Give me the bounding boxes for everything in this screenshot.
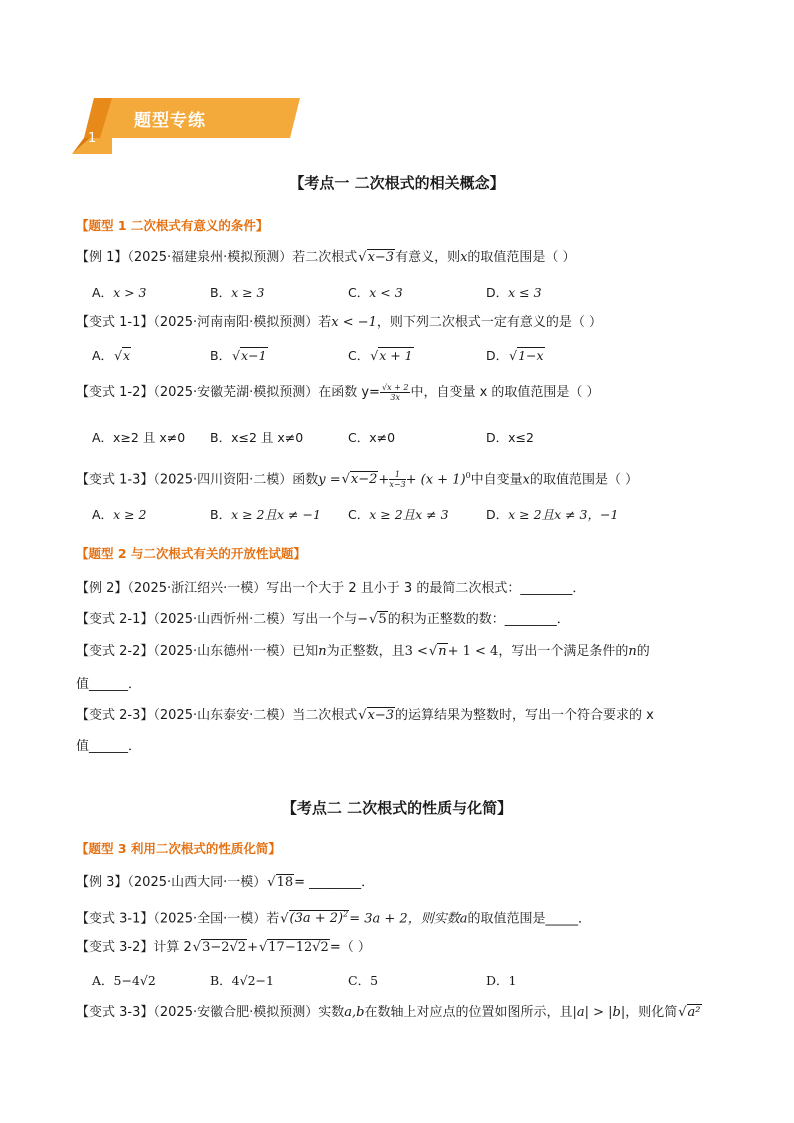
- question-v12: 【变式 1-2】（2025·安徽芜湖·模拟预测）在函数 y= $\frac{√x + 2}{3x}$ 中，自变量 x 的取值范围是（ ）: [76, 383, 600, 402]
- option-a[interactable]: A．x≥2 且 x≠0: [92, 430, 186, 445]
- option-c[interactable]: C．5: [348, 973, 379, 988]
- option-c[interactable]: C．√x + 1: [348, 348, 413, 363]
- option-c[interactable]: C．x ≥ 2且x ≠ 3: [348, 507, 449, 522]
- option-a[interactable]: A．x > 3: [92, 285, 147, 300]
- question-v32: 【变式 3-2】计算 2√3−2√2+√17−12√2=（ ）: [76, 940, 371, 955]
- type-label-1: 【题型 1 二次根式有意义的条件】: [76, 218, 269, 233]
- question-v21: 【变式 2-1】（2025·山西忻州·二模）写出一个与−√5的积为正整数的数：________．: [76, 612, 570, 627]
- option-c[interactable]: C．x < 3: [348, 285, 403, 300]
- section-title-1: 【考点一 二次根式的相关概念】: [289, 174, 505, 192]
- type-label-2: 【题型 2 与二次根式有关的开放性试题】: [76, 546, 306, 561]
- option-d[interactable]: D．x ≥ 2且x ≠ 3，−1: [486, 507, 619, 522]
- option-b[interactable]: B．x≤2 且 x≠0: [210, 430, 304, 445]
- question-v23-line2: 值______．: [76, 739, 142, 754]
- question-v23: 【变式 2-3】（2025·山东泰安·二模）当二次根式√x−3的运算结果为整数时，写出一个符合要求的 x: [76, 708, 654, 723]
- option-b[interactable]: B．√x−1: [210, 348, 267, 363]
- banner-title: 题型专练: [134, 111, 206, 131]
- question-v22: 【变式 2-2】（2025·山东德州·一模）已知n为正整数，且3 <√n+ 1 < 4，写出一个满足条件的n的: [76, 644, 650, 659]
- option-d[interactable]: D．x≤2: [486, 430, 534, 445]
- option-d[interactable]: D．x ≤ 3: [486, 285, 542, 300]
- option-b[interactable]: B．x ≥ 2且x ≠ −1: [210, 507, 321, 522]
- option-b[interactable]: B．x ≥ 3: [210, 285, 265, 300]
- question-ex1: 【例 1】（2025·福建泉州·模拟预测）若二次根式√x−3有意义，则x的取值范围是（ ）: [76, 250, 576, 265]
- question-v13: 【变式 1-3】（2025·四川资阳·二模）函数y =√x−2+ $\frac{1}{x-3}$ + $(x + 1)^0$中自变量x的取值范围是（ ）: [76, 470, 639, 490]
- banner-number: 1: [88, 131, 97, 146]
- option-a[interactable]: A．√x: [92, 348, 131, 363]
- option-c[interactable]: C．x≠0: [348, 430, 396, 445]
- option-d[interactable]: D．√1−x: [486, 348, 544, 363]
- option-b[interactable]: B．4√2−1: [210, 973, 274, 988]
- option-d[interactable]: D．1: [486, 973, 517, 988]
- question-v31: 【变式 3-1】（2025·全国·一模）若$√(3a + 2)^2= 3a + 2$，则实数a的取值范围是_____．: [76, 910, 591, 927]
- question-v33: 【变式 3-3】（2025·安徽合肥·模拟预测）实数a,b在数轴上对应点的位置如图所示，且|a| > |b|，则化简√a²: [76, 1005, 701, 1020]
- option-a[interactable]: A．5−4√2: [92, 973, 156, 988]
- question-v22-line2: 值______．: [76, 677, 142, 692]
- question-ex2: 【例 2】（2025·浙江绍兴·一模）写出一个大于 2 且小于 3 的最简二次根式：________．: [76, 581, 586, 596]
- section-title-2: 【考点二 二次根式的性质与化简】: [281, 799, 513, 817]
- type-label-3: 【题型 3 利用二次根式的性质化简】: [76, 841, 281, 856]
- question-ex3: 【例 3】（2025·山西大同·一模）√18= ________．: [76, 875, 375, 890]
- option-a[interactable]: A．x ≥ 2: [92, 507, 147, 522]
- question-v11: 【变式 1-1】（2025·河南南阳·模拟预测）若x < −1，则下列二次根式一定有意义的是（ ）: [76, 315, 603, 330]
